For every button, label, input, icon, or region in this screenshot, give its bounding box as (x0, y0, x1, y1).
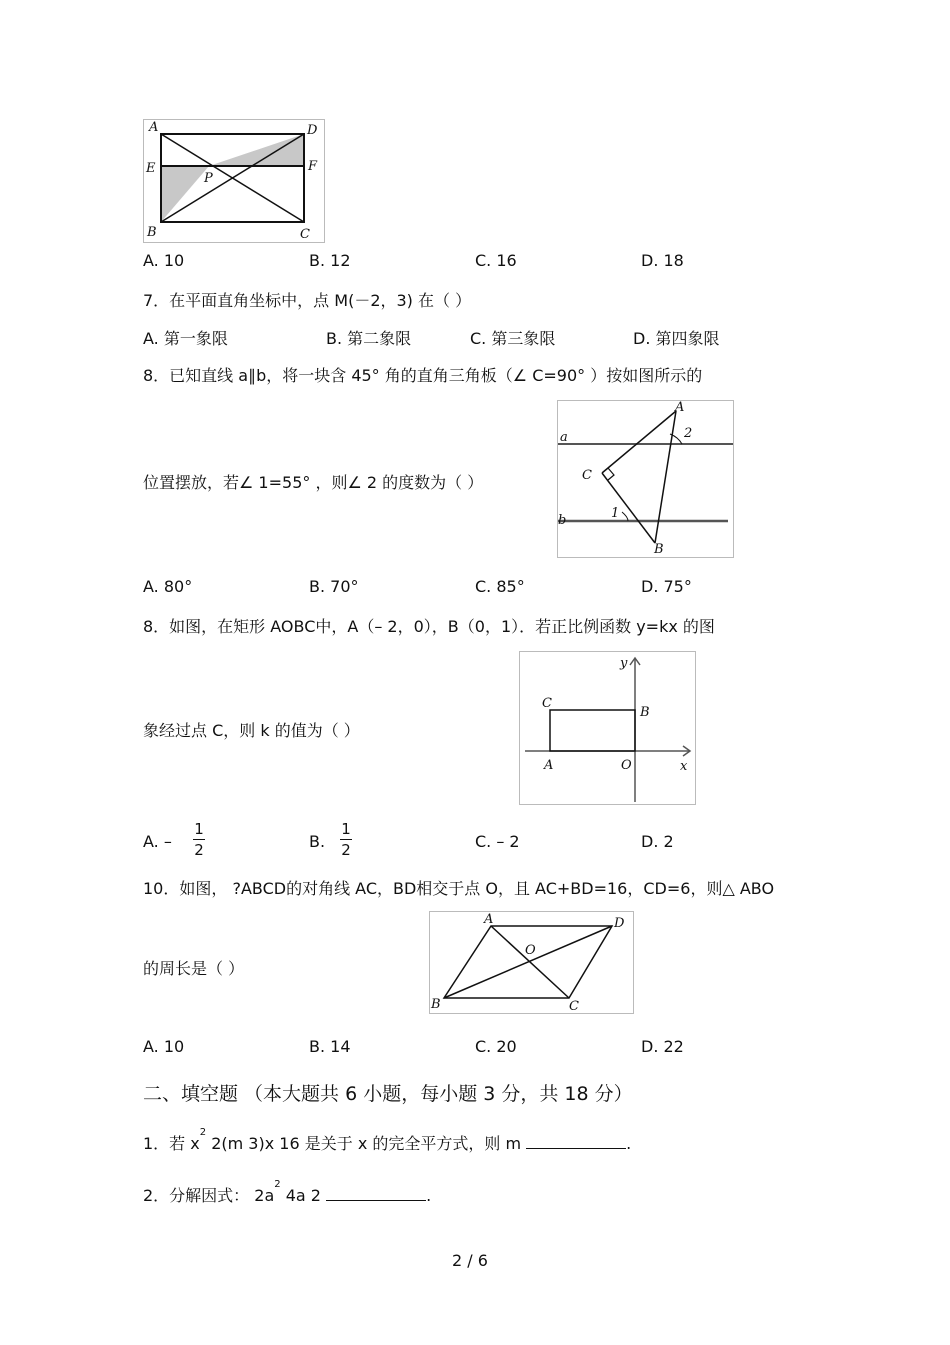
q8b-option-b-numerator: 1 (341, 820, 351, 838)
q10-stem-line1: 10．如图， ?ABCD的对角线 AC，BD相交于点 O，且 AC+BD=16，CD=6，则△ ABO (143, 879, 775, 898)
q10-label-b: B (431, 997, 441, 1012)
q10-stem-line2: 的周长是（ ） (143, 959, 245, 978)
q10-option-a[interactable]: A. 10 (143, 1037, 185, 1056)
q8a-label-angle-2: 2 (684, 426, 693, 441)
q8b-option-a-numerator: 1 (194, 820, 204, 838)
fill2-end: . (426, 1186, 432, 1205)
q6-label-c: C (300, 227, 310, 242)
fill1-question (143, 1126, 632, 1154)
fill2-mid: 4a 2 (280, 1186, 327, 1205)
q6-option-b[interactable]: B. 12 (309, 251, 351, 270)
q8b-label-a: A (544, 758, 554, 773)
fill1-end: . (626, 1134, 632, 1153)
q6-label-e: E (146, 161, 156, 176)
q6-option-d[interactable]: D. 18 (641, 251, 684, 270)
q8a-label-line-b: b (558, 513, 567, 528)
fill1-mid: 2(m 3)x 16 是关于 x 的完全平方式，则 m (206, 1134, 527, 1153)
q10-label-o: O (525, 943, 536, 958)
q8a-stem-line2: 位置摆放，若∠ 1=55° ，则∠ 2 的度数为（ ） (143, 473, 484, 492)
section2-title: 二、填空题 （本大题共 6 小题，每小题 3 分，共 18 分） (143, 1083, 633, 1105)
q8b-label-y: y (620, 656, 628, 671)
q6-label-a: A (149, 120, 159, 135)
q8b-stem-line2: 象经过点 C，则 k 的值为（ ） (143, 721, 360, 740)
q10-label-a: A (484, 912, 494, 927)
q8b-option-b-denominator: 2 (341, 841, 351, 859)
q8b-option-b[interactable] (309, 832, 325, 851)
fill1-pre: 1．若 x (143, 1134, 200, 1153)
q8a-label-vertex-a: A (675, 401, 685, 415)
q8b-label-b: B (640, 705, 650, 720)
q6-option-a[interactable]: A. 10 (143, 251, 185, 270)
q7-option-c[interactable]: C. 第三象限 (470, 329, 556, 348)
q8a-label-vertex-b: B (654, 542, 664, 557)
q10-option-b[interactable]: B. 14 (309, 1037, 351, 1056)
q6-label-f: F (308, 159, 318, 174)
fill2-question (143, 1178, 432, 1206)
q8a-label-vertex-c: C (582, 468, 592, 483)
q8b-option-a-fraction (193, 820, 205, 859)
q10-option-c[interactable]: C. 20 (475, 1037, 517, 1056)
q7-option-b[interactable]: B. 第二象限 (326, 329, 412, 348)
q10-option-d[interactable]: D. 22 (641, 1037, 684, 1056)
q6-figure (143, 119, 325, 243)
q8b-option-a-prefix: A. – (143, 832, 172, 851)
fill1-exponent: 2 (199, 1126, 207, 1138)
q8b-option-b-prefix: B. (309, 832, 326, 851)
q8b-option-b-fraction (340, 820, 352, 859)
q6-option-c[interactable]: C. 16 (475, 251, 517, 270)
fill2-pre: 2．分解因式： 2a (143, 1186, 275, 1205)
q8b-stem-line1: 8．如图，在矩形 AOBC中，A（– 2，0），B（0，1）．若正比例函数 y=kx 的图 (143, 617, 715, 636)
q8b-option-c[interactable]: C. – 2 (475, 832, 520, 851)
q8b-label-c: C (542, 696, 552, 711)
q8b-option-d[interactable]: D. 2 (641, 832, 674, 851)
q8b-label-x: x (680, 759, 688, 774)
q8a-stem-line1: 8．已知直线 a∥b，将一块含 45° 角的直角三角板（∠ C=90° ）按如图所示的 (143, 366, 703, 385)
q8a-label-line-a: a (560, 430, 568, 445)
q8a-figure (557, 400, 734, 558)
q8b-label-o: O (621, 758, 632, 773)
q8a-option-a[interactable]: A. 80° (143, 577, 193, 596)
q8b-option-a[interactable] (143, 832, 172, 851)
q10-figure (429, 911, 634, 1014)
q6-label-d: D (307, 123, 318, 138)
q8a-option-d[interactable]: D. 75° (641, 577, 692, 596)
q7-stem: 7．在平面直角坐标中，点 M(－2，3) 在（ ） (143, 291, 472, 310)
q8a-option-c[interactable]: C. 85° (475, 577, 525, 596)
fill2-answer-blank[interactable] (326, 1186, 426, 1201)
q8a-label-angle-1: 1 (611, 506, 620, 521)
q8b-option-a-denominator: 2 (194, 841, 204, 859)
q8a-option-b[interactable]: B. 70° (309, 577, 359, 596)
q7-option-a[interactable]: A. 第一象限 (143, 329, 228, 348)
q10-label-c: C (569, 999, 579, 1013)
q8b-figure (519, 651, 696, 805)
q10-label-d: D (614, 916, 625, 931)
page-number: 2 / 6 (452, 1251, 488, 1270)
q6-label-p: P (204, 171, 213, 186)
q7-option-d[interactable]: D. 第四象限 (633, 329, 720, 348)
q6-label-b: B (147, 225, 157, 240)
fill2-exponent: 2 (274, 1178, 281, 1190)
fill1-answer-blank[interactable] (526, 1134, 626, 1149)
